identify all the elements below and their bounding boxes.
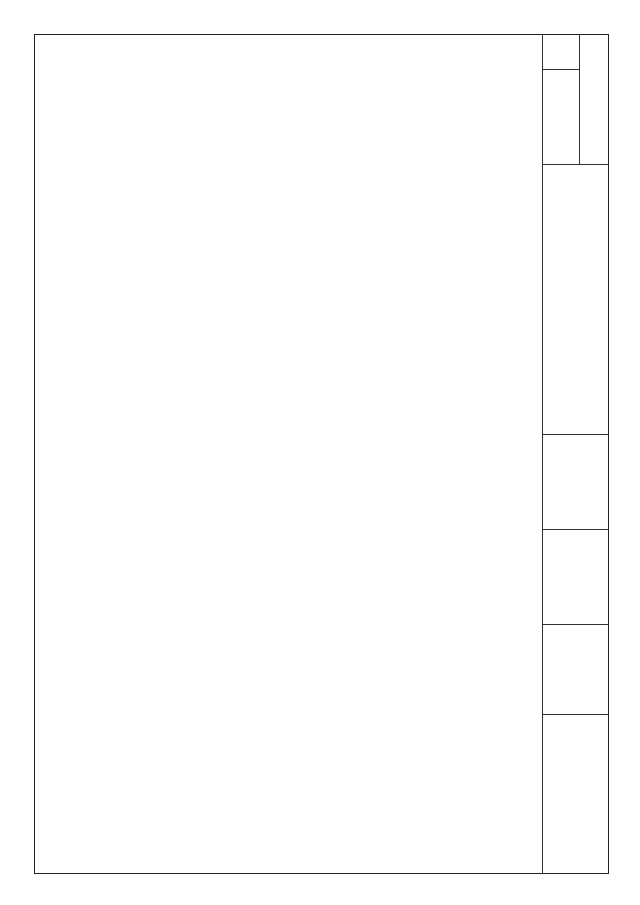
header-admin (543, 35, 580, 70)
header-name (543, 165, 608, 435)
table-header-row (542, 35, 608, 873)
header-code-group (543, 35, 608, 165)
budget-table (34, 34, 609, 874)
header-code-group-title (579, 35, 608, 164)
header-income (543, 69, 580, 164)
header-result (543, 625, 608, 715)
header-pct (543, 715, 608, 875)
header-exec (543, 530, 608, 625)
header-plan (543, 435, 608, 530)
